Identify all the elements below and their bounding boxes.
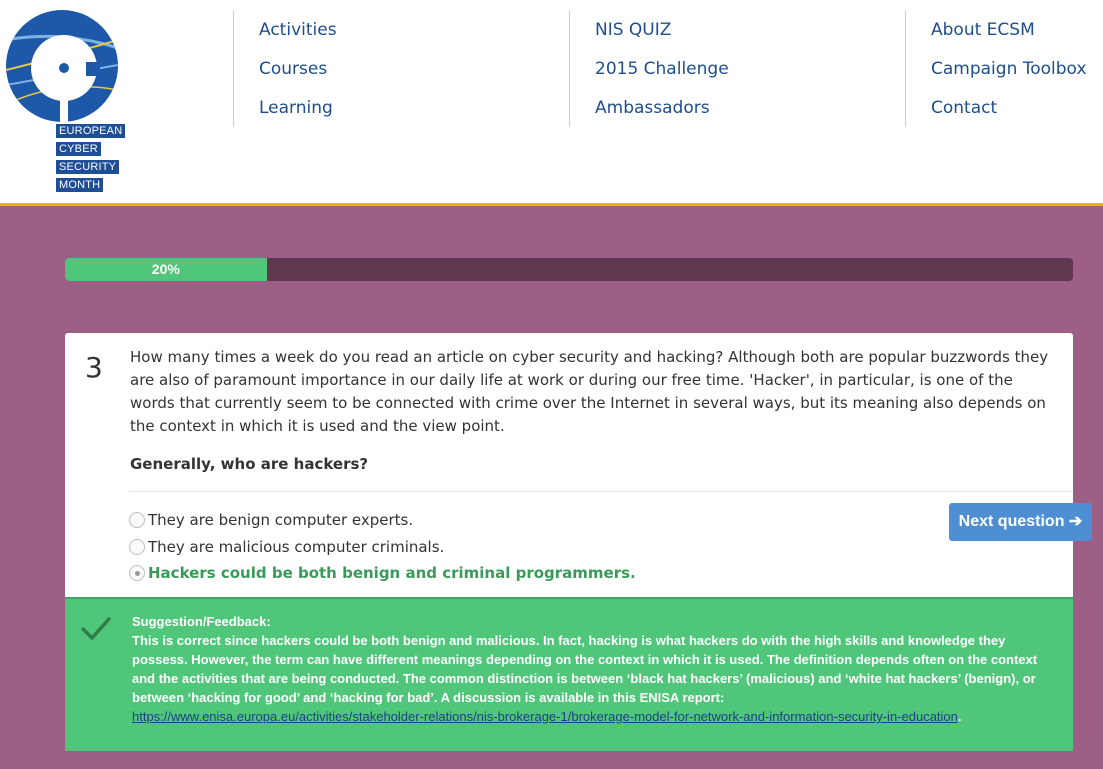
divider: [130, 491, 1073, 492]
logo-word: EUROPEAN: [56, 124, 125, 138]
nav-item-campaign-toolbox[interactable]: Campaign Toolbox: [931, 59, 1087, 79]
radio-button[interactable]: [129, 512, 145, 528]
answer-option[interactable]: [129, 534, 636, 561]
radio-dot: [135, 571, 140, 576]
answer-options: [129, 507, 636, 587]
feedback-panel: [65, 597, 1073, 751]
logo-word: MONTH: [56, 178, 103, 192]
answer-option[interactable]: [129, 507, 636, 534]
answer-option-label: Hackers could be both benign and criminal programmers.: [148, 564, 636, 583]
answer-option-label: They are malicious computer criminals.: [148, 537, 445, 556]
quiz-progress-bar: [65, 258, 1073, 281]
nav-item-learning[interactable]: Learning: [259, 98, 333, 118]
answer-option-selected[interactable]: [129, 560, 636, 587]
logo-emblem: [6, 10, 118, 122]
next-question-button[interactable]: Next question ➔: [949, 503, 1092, 541]
link-suffix: .: [957, 709, 962, 724]
logo-graphic: [6, 10, 118, 122]
nav-item-ambassadors[interactable]: Ambassadors: [595, 98, 710, 118]
nav-item-courses[interactable]: Courses: [259, 59, 328, 79]
report-suffix: :: [720, 690, 725, 705]
checkmark-icon: [79, 611, 113, 645]
question-card: [65, 333, 1073, 597]
question-intro: How many times a week do you read an article on cyber security and hacking? Although both are popular buzzwords they are also of paramount importance in our daily life at work or during our free time. 'Hacker', in particular, is one of the words that currently seem to be connected with crime over the Internet in several ways, but its meaning also depends on the context in which it is used and the view point.: [130, 348, 1049, 435]
enisa-report-link[interactable]: https://www.enisa.europa.eu/activities/stakeholder-relations/nis-brokerage-1/brokerage-model-for-network-and-information-security-in-education: [132, 709, 958, 724]
nav-item-nis-quiz[interactable]: NIS QUIZ: [595, 20, 672, 40]
nav-column-2: [569, 10, 729, 127]
site-header: [0, 0, 1103, 206]
progress-label: 20%: [151, 261, 180, 277]
radio-button-selected[interactable]: [129, 565, 145, 581]
enisa-report-label: ENISA report: [639, 690, 720, 705]
feedback-text: [132, 612, 1062, 726]
nav-column-3: [905, 10, 1087, 127]
feedback-heading: Suggestion/Feedback:: [132, 614, 271, 629]
nav-item-activities[interactable]: Activities: [259, 20, 337, 40]
answer-option-label: They are benign computer experts.: [148, 511, 414, 530]
logo-word: CYBER: [56, 142, 101, 156]
question-number: 3: [85, 351, 103, 384]
ecsm-logo[interactable]: [4, 8, 129, 198]
feedback-body: [132, 631, 1062, 726]
progress-fill: [65, 258, 267, 281]
nav-item-contact[interactable]: Contact: [931, 98, 998, 118]
feedback-body-text: This is correct since hackers could be both benign and malicious. In fact, hacking is what hackers do with the high skills and knowledge they possess. However, the term can have different meanings depending on the context in which it is used. The definition depends often on the context and the activities that are being conducted. The common distinction is between ‘black hat hackers’ (malicious) and ‘white hat hackers’ (benign), or between ‘hacking for good’ and ‘hacking for bad’. A discussion is available in this: [132, 633, 1038, 705]
radio-button[interactable]: [129, 539, 145, 555]
logo-word: SECURITY: [56, 160, 119, 174]
logo-wordmark: [56, 124, 125, 196]
nav-item-2015-challenge[interactable]: 2015 Challenge: [595, 59, 729, 79]
nav-column-1: [233, 10, 337, 127]
question-prompt: Generally, who are hackers?: [130, 455, 369, 473]
nav-item-about-ecsm[interactable]: About ECSM: [931, 20, 1035, 40]
